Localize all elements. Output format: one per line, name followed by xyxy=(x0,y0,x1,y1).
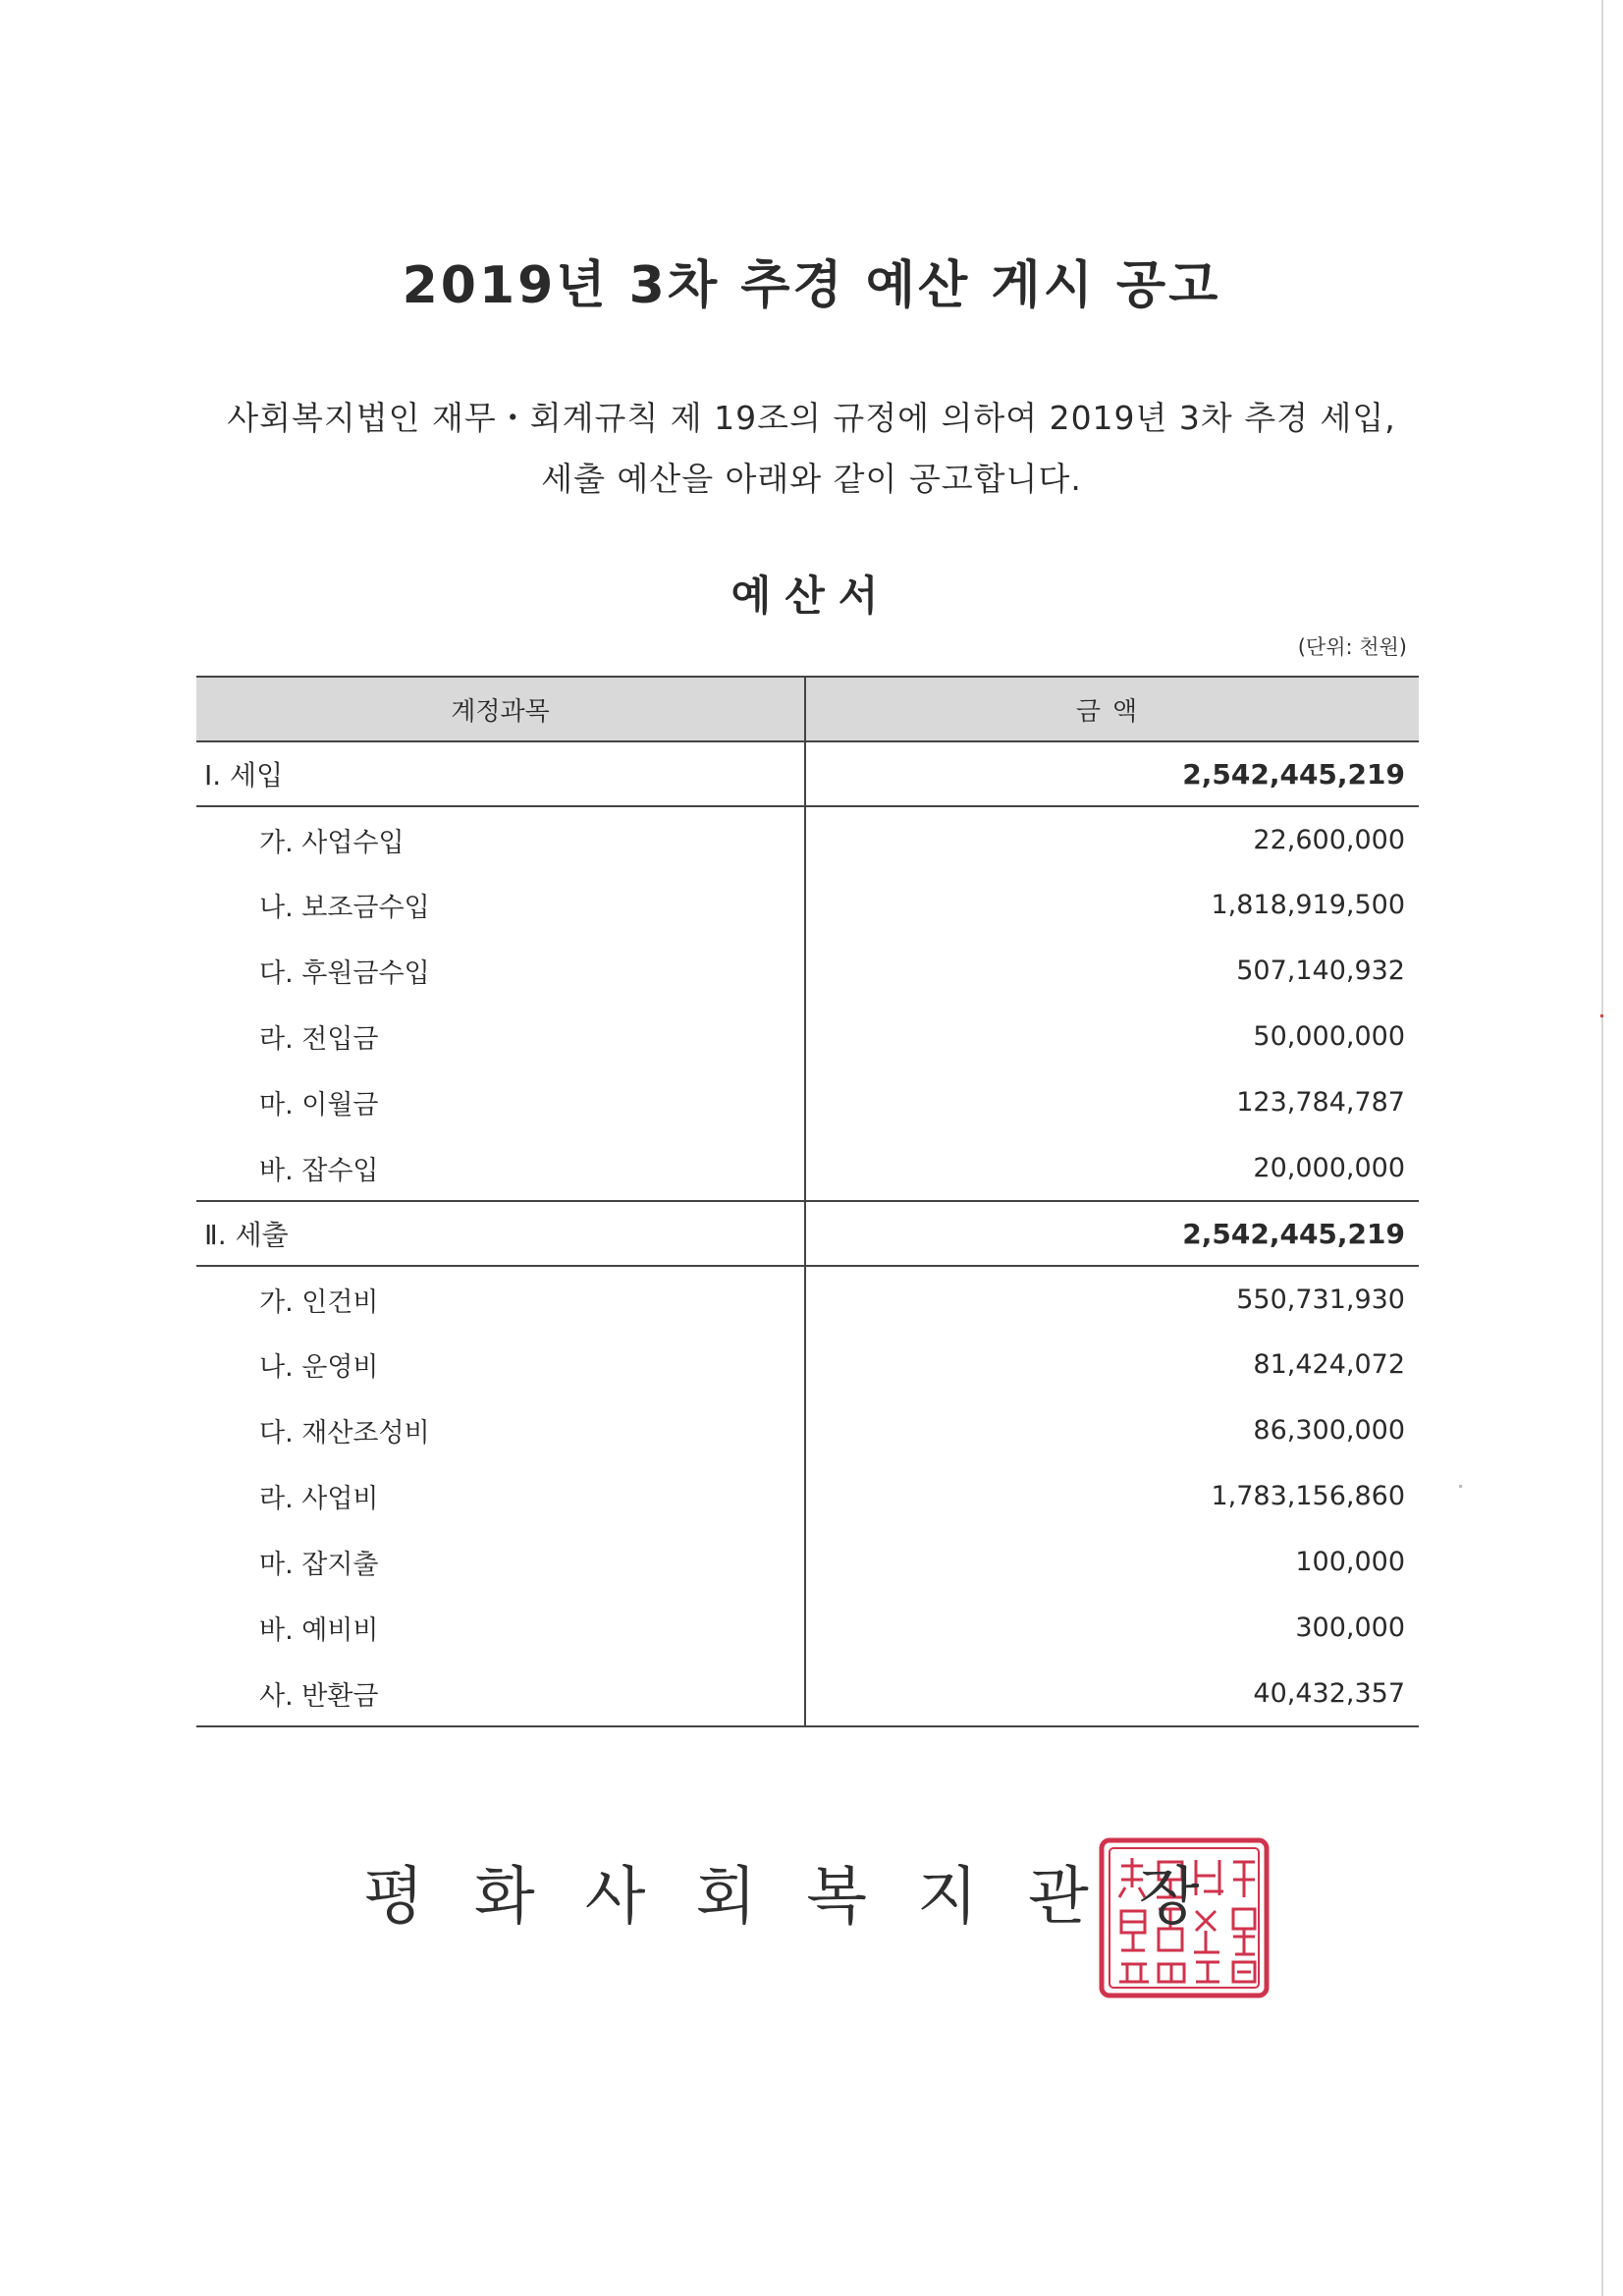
item-amount: 300,000 xyxy=(1295,1613,1405,1643)
item-label: 바. 예비비 xyxy=(196,1595,805,1661)
table-row xyxy=(196,872,1419,938)
signature-block: 평화사회복지관장 xyxy=(363,1861,1250,1934)
item-label: 사. 반환금 xyxy=(196,1661,805,1726)
section-row-revenue xyxy=(196,741,1419,806)
table-row xyxy=(196,1135,1419,1201)
item-label: 나. 운영비 xyxy=(196,1332,805,1397)
header-account: 계정과목 xyxy=(196,677,805,741)
item-amount: 22,600,000 xyxy=(1253,824,1405,855)
item-label: 가. 사업수입 xyxy=(196,806,805,872)
table-row xyxy=(196,806,1419,872)
budget-table xyxy=(196,676,1419,1727)
item-amount: 507,140,932 xyxy=(1236,956,1405,986)
item-amount: 1,783,156,860 xyxy=(1211,1481,1405,1511)
section-label: Ⅰ. 세입 xyxy=(196,741,805,806)
table-row xyxy=(196,1529,1419,1595)
item-amount: 81,424,072 xyxy=(1253,1349,1405,1380)
item-amount: 86,300,000 xyxy=(1253,1415,1405,1446)
intro-line-1: 사회복지법인 재무・회계규칙 제 19조의 규정에 의하여 2019년 3차 추경 세입, xyxy=(227,399,1396,437)
item-amount: 123,784,787 xyxy=(1236,1087,1405,1118)
table-row xyxy=(196,1463,1419,1529)
section-label: Ⅱ. 세출 xyxy=(196,1201,805,1266)
intro-line-2: 세출 예산을 아래와 같이 공고합니다. xyxy=(541,460,1082,498)
table-row xyxy=(196,1004,1419,1069)
table-row xyxy=(196,1332,1419,1397)
table-header-row xyxy=(196,677,1419,741)
item-label: 마. 잡지출 xyxy=(196,1529,805,1595)
item-amount: 1,818,919,500 xyxy=(1211,890,1405,920)
item-label: 나. 보조금수입 xyxy=(196,872,805,938)
item-label: 다. 후원금수입 xyxy=(196,938,805,1004)
header-amount: 금액 xyxy=(805,677,1419,741)
table-row xyxy=(196,1397,1419,1463)
budget-subtitle: 예산서 xyxy=(730,572,893,620)
unit-label: (단위: 천원) xyxy=(1297,635,1407,659)
item-amount: 20,000,000 xyxy=(1253,1152,1405,1183)
item-amount: 550,731,930 xyxy=(1236,1284,1405,1315)
section-total: 2,542,445,219 xyxy=(805,1201,1419,1266)
item-label: 라. 전입금 xyxy=(196,1004,805,1069)
scan-edge-line xyxy=(1601,0,1603,2296)
section-row-expenditure xyxy=(196,1201,1419,1266)
item-amount: 100,000 xyxy=(1295,1547,1405,1577)
table-row xyxy=(196,1661,1419,1726)
table-row xyxy=(196,1069,1419,1135)
table-row xyxy=(196,938,1419,1004)
page-title: 2019년 3차 추경 예산 게시 공고 xyxy=(402,256,1221,315)
table-row xyxy=(196,1595,1419,1661)
item-label: 다. 재산조성비 xyxy=(196,1397,805,1463)
item-label: 바. 잡수입 xyxy=(196,1135,805,1201)
section-total: 2,542,445,219 xyxy=(805,741,1419,806)
item-label: 가. 인건비 xyxy=(196,1266,805,1332)
item-amount: 40,432,357 xyxy=(805,1661,1419,1726)
scan-mark xyxy=(1459,1485,1462,1488)
table-row xyxy=(196,1266,1419,1332)
item-label: 라. 사업비 xyxy=(196,1463,805,1529)
item-amount: 50,000,000 xyxy=(1253,1021,1405,1052)
item-label: 마. 이월금 xyxy=(196,1069,805,1135)
scan-mark xyxy=(1600,1014,1603,1017)
